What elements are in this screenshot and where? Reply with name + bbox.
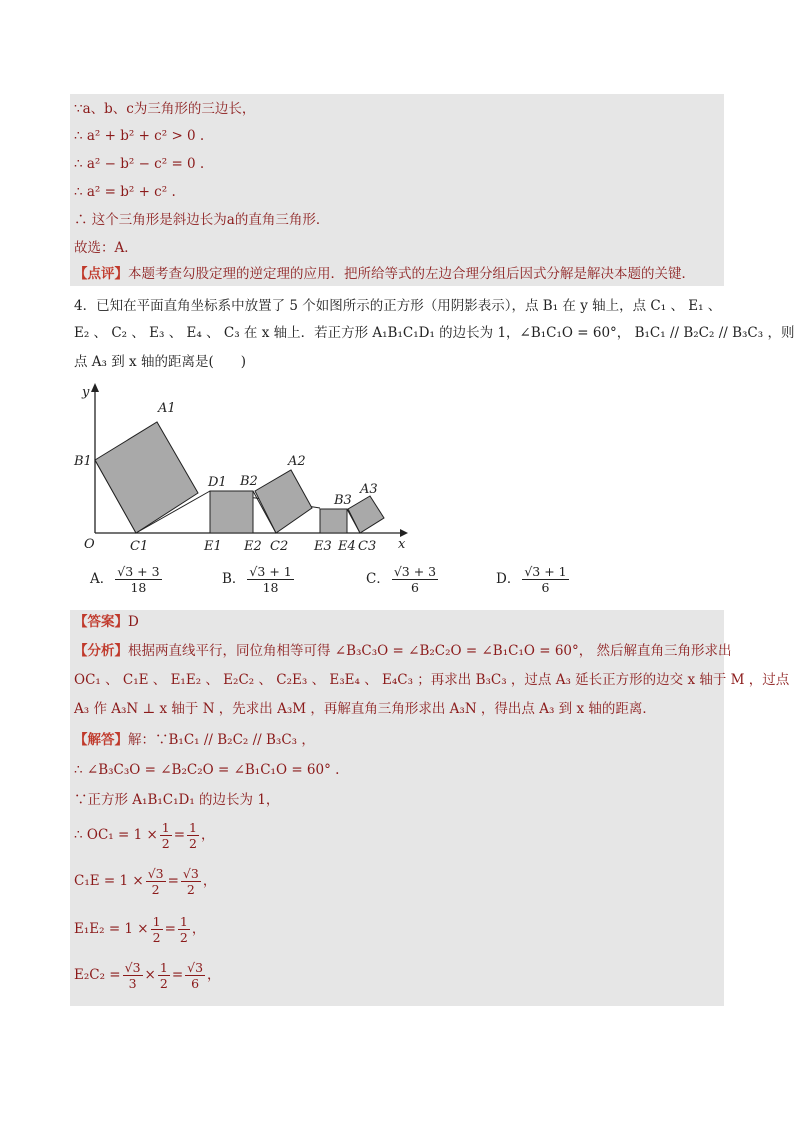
option-a[interactable]: A． $\frac{√3 + 3}{18}$ bbox=[90, 564, 160, 595]
answer-tag: 【答案】 bbox=[74, 614, 128, 630]
analysis-line-1: 【分析】根据两直线平行，同位角相等可得 ∠B₃C₃O = ∠B₂C₂O = ∠B₁C₁O = 60°， 然后解直角三角形求出 bbox=[74, 643, 732, 659]
label-o: O bbox=[84, 537, 95, 552]
analysis-tag: 【分析】 bbox=[74, 643, 128, 659]
question-line-3: 点 A₃ 到 x 轴的距离是( ) bbox=[74, 354, 246, 370]
label-e1: E1 bbox=[204, 539, 222, 554]
label-c3: C3 bbox=[358, 539, 377, 554]
comment-tag: 【点评】 bbox=[74, 266, 128, 282]
square-d1b2e2e1 bbox=[210, 491, 253, 533]
comment-text: 本题考查勾股定理的逆定理的应用．把所给等式的左边合理分组后因式分解是解决本题的关键． bbox=[128, 266, 695, 282]
option-c[interactable]: C． $\frac{√3 + 3}{6}$ bbox=[366, 564, 437, 595]
label-a1: A1 bbox=[158, 401, 176, 416]
formula-oc1: ∴ OC₁ = 1 × $\frac{1}{2}$ = $\frac{1}{2}$ ， bbox=[74, 820, 215, 851]
label-b3: B3 bbox=[334, 493, 352, 508]
label-x: x bbox=[398, 537, 406, 552]
label-d1: D1 bbox=[208, 475, 227, 490]
label-a2: A2 bbox=[288, 454, 306, 469]
analysis-line-2: OC₁ 、 C₁E 、 E₁E₂ 、 E₂C₂ 、 C₂E₃ 、 E₃E₄ 、 E₄C₃ ；再求出 B₃C₃ ，过点 A₃ 延长正方形的边交 x 轴于 M ，过点 bbox=[74, 672, 790, 688]
prev-line-4: ∴ a² = b² + c² . bbox=[74, 184, 176, 200]
question-line-1: 4．已知在平面直角坐标系中放置了 5 个如图所示的正方形（用阴影表示），点 B₁ 在 y 轴上，点 C₁ 、 E₁ 、 bbox=[74, 298, 722, 314]
label-c1: C1 bbox=[130, 539, 149, 554]
y-axis-arrow-icon bbox=[91, 383, 99, 392]
squares-figure bbox=[70, 378, 410, 558]
answer-line bbox=[74, 613, 139, 631]
label-b2: B2 bbox=[240, 474, 258, 489]
prev-line-1: ∵a、b、c为三角形的三边长， bbox=[74, 101, 256, 117]
square-a1b1c1d1 bbox=[95, 422, 198, 533]
label-c2: C2 bbox=[270, 539, 289, 554]
label-b1: B1 bbox=[74, 454, 92, 469]
square-a3b3c3 bbox=[348, 496, 384, 533]
prev-line-6: 故选：A． bbox=[74, 240, 138, 256]
solution-line-1: 【解答】解：∵B₁C₁ // B₂C₂ // B₃C₃ ， bbox=[74, 732, 315, 748]
label-e2: E2 bbox=[244, 539, 262, 554]
square-b3e3e4 bbox=[320, 509, 347, 533]
prev-comment bbox=[74, 265, 695, 283]
prev-line-2: ∴ a² + b² + c² > 0 . bbox=[74, 128, 205, 144]
label-a3: A3 bbox=[360, 482, 378, 497]
answer-value: D bbox=[128, 614, 139, 630]
solution-line-2: ∴ ∠B₃C₃O = ∠B₂C₂O = ∠B₁C₁O = 60° . bbox=[74, 762, 340, 778]
label-y: y bbox=[82, 385, 90, 400]
prev-line-5: ∴ 这个三角形是斜边长为a的直角三角形． bbox=[74, 212, 330, 228]
analysis-line-3: A₃ 作 A₃N ⊥ x 轴于 N ，先求出 A₃M ，再解直角三角形求出 A₃N ，得出点 A₃ 到 x 轴的距离． bbox=[74, 701, 656, 717]
solution-line-3: ∵正方形 A₁B₁C₁D₁ 的边长为 1， bbox=[74, 792, 280, 808]
x-axis-arrow-icon bbox=[400, 529, 408, 537]
label-e3: E3 bbox=[314, 539, 332, 554]
prev-line-3: ∴ a² − b² − c² = 0 . bbox=[74, 156, 205, 172]
option-b[interactable]: B． $\frac{√3 + 1}{18}$ bbox=[222, 564, 292, 595]
question-line-2: E₂ 、 C₂ 、 E₃ 、 E₄ 、 C₃ 在 x 轴上．若正方形 A₁B₁C₁D₁ 的边长为 1，∠B₁C₁O = 60°， B₁C₁ // B₂C₂ // B₃C₃ ，则 bbox=[74, 325, 794, 341]
option-d[interactable]: D． $\frac{√3 + 1}{6}$ bbox=[496, 564, 567, 595]
formula-e1e2: E₁E₂ = 1 × $\frac{1}{2}$ = $\frac{1}{2}$ ， bbox=[74, 914, 206, 945]
solution-tag: 【解答】 bbox=[74, 732, 128, 748]
formula-c1e: C₁E = 1 × $\frac{√3}{2}$ = $\frac{√3}{2}$ ， bbox=[74, 866, 217, 897]
square-a2b2c2 bbox=[255, 470, 312, 533]
label-e4: E4 bbox=[338, 539, 356, 554]
formula-e2c2: E₂C₂ = $\frac{√3}{3}$ × $\frac{1}{2}$ = $\frac{√3}{6}$ ， bbox=[74, 960, 221, 991]
